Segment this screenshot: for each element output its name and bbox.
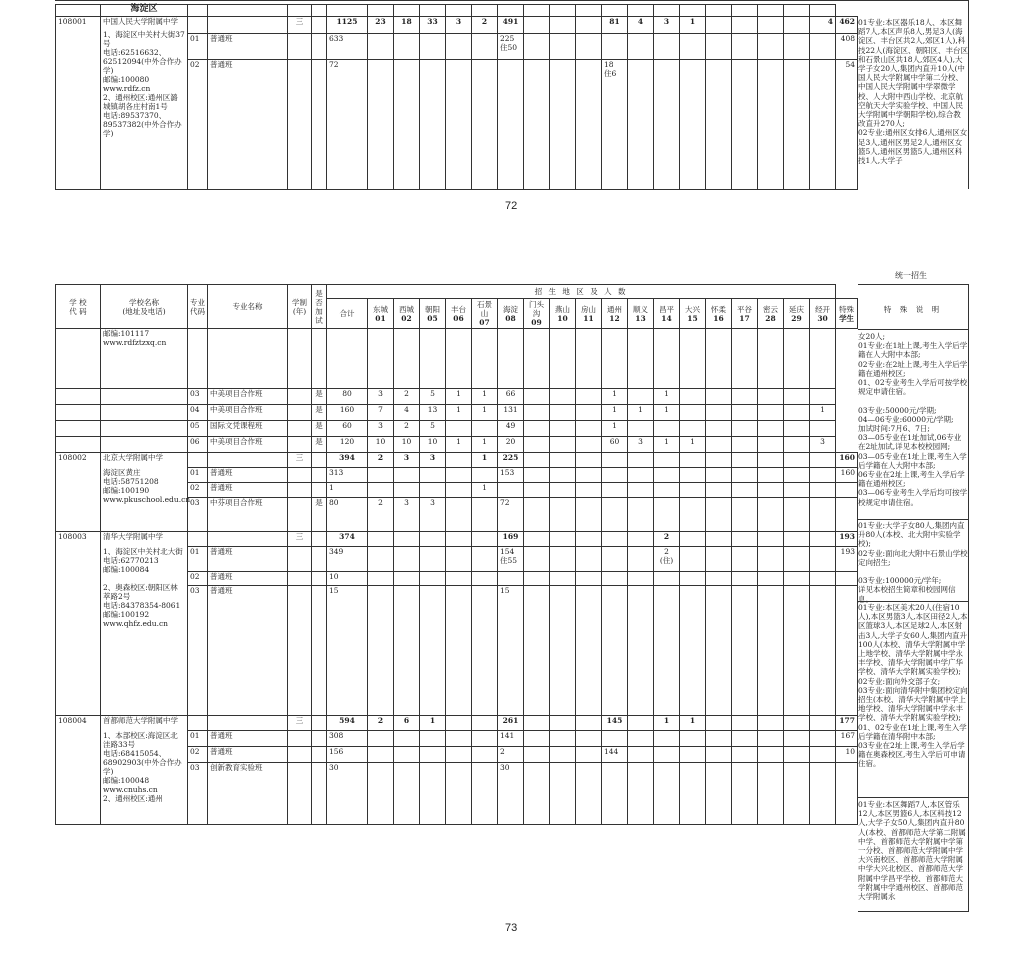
header-region [654, 299, 680, 329]
cell [810, 389, 836, 405]
cell [576, 405, 602, 421]
cell [101, 389, 188, 405]
top-label: 统一招生 [895, 271, 927, 280]
cell [288, 421, 312, 437]
cell: 1 [472, 483, 498, 498]
header-region-name: 丰台 [451, 304, 466, 314]
cell: 1 [810, 405, 836, 421]
cell: 3 [446, 17, 472, 34]
header-region-name: 西城 [399, 304, 414, 314]
header-region-name: 经开 [815, 304, 831, 314]
cell: 3 [810, 437, 836, 453]
cell: 1 [472, 389, 498, 405]
cell: 6 [394, 716, 420, 731]
cell: 2 [394, 421, 420, 437]
school-name: 清华大学附属中学 [103, 532, 163, 541]
header-region-name: 怀柔 [711, 304, 726, 314]
cell: 1 [654, 437, 680, 453]
cell: 1 [602, 421, 628, 437]
header-region-name: 石景山 [477, 300, 492, 318]
major-name: 创新教育实验班 [208, 763, 288, 825]
cell: 141 [498, 731, 524, 747]
cell [758, 389, 784, 405]
header-region [472, 299, 498, 329]
page1-table [55, 4, 858, 190]
header-region-name: 房山 [581, 304, 596, 314]
cell: 4 [628, 17, 654, 34]
table-row [56, 437, 858, 453]
cell: 261 [498, 716, 524, 731]
cell: 193 [836, 547, 858, 572]
cell: 1 [680, 437, 706, 453]
cell: 10 [368, 437, 394, 453]
cell: 30 [498, 763, 524, 825]
cell [288, 389, 312, 405]
school-address: 邮编:101117 www.rdfztzxq.cn [101, 329, 188, 389]
cell: 3 [394, 453, 420, 468]
cell: 是 [312, 437, 327, 453]
cell: 国际文凭课程班 [208, 421, 288, 437]
school-code: 108002 [56, 453, 101, 532]
school-code: 108001 [56, 17, 101, 190]
cell: 5 [420, 389, 446, 405]
page2-table [55, 284, 858, 825]
cell: 3 [420, 498, 446, 532]
cell [680, 389, 706, 405]
header-major-code: 专业代码 [188, 285, 208, 329]
header-region-code: 07 [479, 318, 490, 327]
school-name: 首都师范大学附属中学 [103, 716, 178, 725]
cell: 1 [680, 17, 706, 34]
cell [101, 405, 188, 421]
cell: 4 [394, 405, 420, 421]
cell: 2 [368, 453, 394, 468]
cell: 54 [836, 60, 858, 190]
cell: 408 [836, 34, 858, 60]
major-code: 03 [188, 763, 208, 825]
cell: 2 [654, 532, 680, 547]
header-region-name: 东城 [373, 304, 388, 314]
cell [758, 437, 784, 453]
cell [576, 437, 602, 453]
major-name: 普通班 [208, 572, 288, 586]
years: 三 [288, 17, 312, 34]
cell: 177 [836, 716, 858, 731]
cell [446, 421, 472, 437]
cell: 06 [188, 437, 208, 453]
cell: 是 [312, 421, 327, 437]
cell-total: 1 [327, 483, 368, 498]
cell [56, 421, 101, 437]
cell [784, 421, 810, 437]
school-info [101, 716, 188, 825]
cell: 20 [498, 437, 524, 453]
header-region-code: 06 [453, 313, 464, 323]
cell: 225 住50 [498, 34, 524, 60]
cell [576, 421, 602, 437]
cell [758, 405, 784, 421]
years: 三 [288, 716, 312, 731]
cell: 1 [654, 405, 680, 421]
cell: 49 [498, 421, 524, 437]
cell [56, 437, 101, 453]
major-name: 普通班 [208, 34, 288, 60]
cell-total: 308 [327, 731, 368, 747]
cell: 33 [420, 17, 446, 34]
school-info [101, 453, 191, 532]
header-region [758, 299, 784, 329]
header-region [550, 299, 576, 329]
cell: 1 [472, 437, 498, 453]
header-school-name: 学校名称 (地址及电话) [101, 285, 188, 329]
header-region [602, 299, 628, 329]
header-region [628, 299, 654, 329]
cell: 1 [446, 389, 472, 405]
header-region-code: 学生 [839, 313, 855, 323]
cell: 144 [602, 747, 628, 763]
cell: 04 [188, 405, 208, 421]
cell: 18 [394, 17, 420, 34]
cell: 3 [420, 453, 446, 468]
cell [680, 421, 706, 437]
cell [706, 437, 732, 453]
cell: 1 [472, 405, 498, 421]
major-code: 01 [188, 468, 208, 483]
header-major-name: 专业名称 [208, 285, 288, 329]
cell: 05 [188, 421, 208, 437]
note-108004: 01专业:本区舞蹈7人,本区管乐12人,本区男篮6人,本区科技12人,大学子女50人,集团内直升80人(本校、首都师范大学第二附属中学、首都师范大学附属中学第一分校、首都师范大学附属中学大兴南校区、首都师范大学附属中学大兴北校区、首都师范大学附属中学昌平学校、首都师范大学附属中学通州校区、首都师范大学附属永 [858, 800, 966, 902]
header-region-code: 16 [713, 313, 724, 323]
cell: 3 [368, 421, 394, 437]
cell: 3 [628, 437, 654, 453]
header-region [368, 299, 394, 329]
cell [706, 389, 732, 405]
cell [810, 421, 836, 437]
header-region-name: 特殊 [839, 304, 855, 314]
cell: 23 [368, 17, 394, 34]
cell: 1 [420, 716, 446, 731]
note-108003: 01专业:本区美术20人(住宿10人),本区男篮3人,本区田径2人,本区篮球3人,本区足球2人,本区射击3人,大学子女60人,集团内直升100人(本校、清华大学附属中学上地学校、清华大学附属中学永丰学校、清华大学附属中学广华学校、清华大学附属实验学校); 02专业:面向外交部子女; 03专业:面向清华附中集团校定向招生(本校、清华大学附属中学上地学校、清华大学附属中学永丰学校、清华大学附属实验学校); 01、02专业在1址上课,考生入学后学籍在清华附中本部; 03专业在2址上课,考生入学后学籍在奥森校区,考生入学后可申请住宿。 [858, 603, 968, 769]
cell-total: 633 [327, 34, 368, 60]
major-code: 01 [188, 547, 208, 572]
header-region-title: 招 生 地 区 及 人 数 [327, 285, 836, 299]
header-region-name: 通州 [607, 304, 622, 314]
years: 三 [288, 532, 312, 547]
cell: 1 [446, 437, 472, 453]
header-region-code: 10 [557, 313, 568, 323]
cell: 是 [312, 405, 327, 421]
major-name: 中芬项目合作班 [208, 498, 288, 532]
header-region-name: 昌平 [659, 304, 674, 314]
header-region [524, 299, 550, 329]
header-region-code: 09 [531, 318, 542, 327]
cell-total: 313 [327, 468, 368, 483]
cell [524, 437, 550, 453]
header-region [706, 299, 732, 329]
cell: 1 [654, 389, 680, 405]
school-code: 108004 [56, 716, 101, 825]
cell [784, 405, 810, 421]
cell: 153 [498, 468, 524, 483]
cell: 3 [654, 17, 680, 34]
cell: 160 [836, 468, 858, 483]
header-region-name: 大兴 [685, 304, 700, 314]
cell: 2 [394, 389, 420, 405]
extra-test: 是 [312, 498, 327, 532]
cell [101, 421, 188, 437]
major-name: 普通班 [208, 483, 288, 498]
header-region [498, 299, 524, 329]
major-code: 02 [188, 747, 208, 763]
cell [732, 405, 758, 421]
header-region [576, 299, 602, 329]
major-code: 02 [188, 60, 208, 190]
cell-total: 594 [327, 716, 368, 731]
header-years: 学制 (年) [288, 285, 312, 329]
cell: 15 [498, 586, 524, 716]
cell [628, 389, 654, 405]
cell [288, 405, 312, 421]
cell [56, 405, 101, 421]
cell: 是 [312, 389, 327, 405]
cell [732, 421, 758, 437]
header-region-code: 14 [661, 313, 672, 323]
header-region-code: 28 [765, 313, 776, 323]
cell: 18 住6 [602, 60, 628, 190]
cell-total: 72 [327, 60, 368, 190]
note-108001: 女20人; 01专业:在1址上课,考生入学后学籍在人大附中本部; 02专业:在2址上课,考生入学后学籍在通州校区; 01、02专业考生入学后可按学校规定申请住宿。 03专业:50000元/学期; 04—06专业:60000元/学期; 加试时间:7月6、7日; 03—05专业在1址加试,06专业在2址加试,详见本校校园网; 03—05专业在1址上课,考生入学后学籍在人大附中本部; 06专业在2址上课,考生入学后学籍在通州校区; 03—06专业考生入学后均可按学校规定申请住宿。 [858, 332, 968, 507]
cell: 72 [498, 498, 524, 532]
cell [524, 405, 550, 421]
cell: 160 [327, 405, 368, 421]
cell [706, 421, 732, 437]
major-name: 普通班 [208, 586, 288, 716]
header-region [680, 299, 706, 329]
cell: 10 [394, 437, 420, 453]
cell: 中美项目合作班 [208, 405, 288, 421]
school-info [101, 17, 188, 190]
cell: 169 [498, 532, 524, 547]
header-region-name: 顺义 [633, 304, 648, 314]
cell: 中美项目合作班 [208, 437, 288, 453]
header-region-name: 朝阳 [425, 304, 440, 314]
header-region [327, 299, 368, 329]
cell: 1 [654, 716, 680, 731]
cell [706, 405, 732, 421]
cell: 2 [472, 17, 498, 34]
cell [550, 405, 576, 421]
cell-total: 15 [327, 586, 368, 716]
school-address: 1、海淀区中关村大街37号 电话:62516632、62512094(中外合作办学) 邮编:100080 www.rdfz.cn 2、通州校区:通州区潞城镇胡各庄村南1号 电话:89537370、89537382(中外合作办学) [103, 30, 185, 138]
cell [654, 421, 680, 437]
cell: 1 [628, 405, 654, 421]
header-region-code: 13 [635, 313, 646, 323]
cell [524, 421, 550, 437]
cell: 中美项目合作班 [208, 389, 288, 405]
cell [628, 421, 654, 437]
cell: 60 [602, 437, 628, 453]
major-code: 03 [188, 498, 208, 532]
header-extra-test: 是否加试 [312, 285, 327, 329]
cell: 462 [836, 17, 858, 34]
cell: 1 [472, 453, 498, 468]
major-code: 01 [188, 34, 208, 60]
cell: 10 [836, 747, 858, 763]
table-row [56, 405, 858, 421]
cell-total: 156 [327, 747, 368, 763]
cell: 154 住55 [498, 547, 524, 572]
cell-total: 374 [327, 532, 368, 547]
header-region-code: 12 [609, 313, 620, 323]
cell: 7 [368, 405, 394, 421]
major-code: 02 [188, 572, 208, 586]
cell: 225 [498, 453, 524, 468]
cell-total: 80 [327, 498, 368, 532]
header-region [732, 299, 758, 329]
header-region-code: 08 [505, 313, 516, 323]
cell [472, 421, 498, 437]
cell: 2 [498, 747, 524, 763]
cell [758, 421, 784, 437]
cell [550, 421, 576, 437]
school-address: 1、海淀区中关村北大街 电话:62770213 邮编:100084 2、奥森校区:朝阳区林萃路2号 电话:84378354-8061 邮编:100192 www.qhfz.edu.cn [103, 547, 183, 628]
header-region [836, 299, 858, 329]
header-region-name: 合计 [339, 309, 355, 318]
header-school-code: 学 校 代 码 [56, 285, 101, 329]
page-number-73: 73 [505, 922, 518, 934]
header-region-name: 门头沟 [529, 300, 544, 318]
page-number-72: 72 [505, 200, 518, 212]
cell [56, 389, 101, 405]
cell: 2 [368, 716, 394, 731]
cell: 10 [420, 437, 446, 453]
cell [550, 389, 576, 405]
major-code: 03 [188, 586, 208, 716]
cell: 5 [420, 421, 446, 437]
cell [101, 437, 188, 453]
cell: 3 [394, 498, 420, 532]
district-label: 海淀区 [101, 5, 188, 17]
header-region-code: 30 [817, 313, 828, 323]
header-region [810, 299, 836, 329]
cell: 81 [602, 17, 628, 34]
cell [550, 437, 576, 453]
cell [524, 389, 550, 405]
header-region-code: 29 [791, 313, 802, 323]
cell: 193 [836, 532, 858, 547]
major-name: 普通班 [208, 60, 288, 190]
school-address: 1、本部校区:海淀区北洼路33号 电话:68415054、68902903(中外合作办学) 邮编:100048 www.cnuhs.cn 2、通州校区:通州 [103, 731, 182, 803]
cell: 2 [368, 498, 394, 532]
cell: 145 [602, 716, 628, 731]
cell: 160 [836, 453, 858, 468]
table-row [56, 421, 858, 437]
cell: 1 [602, 405, 628, 421]
school-info [101, 532, 188, 716]
table-row [56, 389, 858, 405]
header-special: 特 殊 说 明 [883, 305, 943, 315]
cell-total: 394 [327, 453, 368, 468]
header-region-code: 11 [583, 313, 594, 323]
cell: 491 [498, 17, 524, 34]
cell: 1 [680, 716, 706, 731]
school-name: 中国人民大学附属中学 [103, 17, 178, 26]
cell: 167 [836, 731, 858, 747]
header-region-name: 密云 [763, 304, 778, 314]
header-region-code: 02 [401, 313, 412, 323]
header-region-name: 延庆 [789, 304, 804, 314]
header-region [394, 299, 420, 329]
major-name: 普通班 [208, 731, 288, 747]
cell-total: 349 [327, 547, 368, 572]
page1-note: 01专业:本区器乐18人、本区舞蹈7人,本区声乐8人,男足3人(海淀区、丰台区共2人,郊区1人),科技22人(海淀区、朝阳区、丰台区和石景山区共18人,郊区4人),大学子女20人,集团内直升10人(中国人民大学附属中学第二分校、中国人民大学附属中学翠微学校、人大附中西山学校、北京航空航天大学实验学校、中国人民大学附属中学朝阳学校),综合教改直升270人; 02专业:通州区女排6人,通州区女足3人,通州区男足2人,通州区女篮5人,通州区男篮5人,通州区科技1人,大学子 [858, 18, 968, 166]
cell: 13 [420, 405, 446, 421]
cell [732, 437, 758, 453]
cell-total: 30 [327, 763, 368, 825]
school-code: 108003 [56, 532, 101, 716]
cell: 1 [602, 389, 628, 405]
cell: 80 [327, 389, 368, 405]
cell [576, 389, 602, 405]
header-region-code: 01 [375, 313, 386, 323]
header-region-code: 17 [739, 313, 750, 323]
cell [784, 389, 810, 405]
school-address: 海淀区黄庄 电话:58751208 邮编:100190 www.pkuschool.edu.cn [103, 468, 191, 504]
major-code: 02 [188, 483, 208, 498]
cell: 2 (住) [654, 547, 680, 572]
cell: 66 [498, 389, 524, 405]
years: 三 [288, 453, 312, 468]
cell: 3 [368, 389, 394, 405]
header-region-name: 平谷 [737, 304, 752, 314]
cell: 131 [498, 405, 524, 421]
note-108002: 01专业:大学子女80人,集团内直升80人(本校、北大附中实验学校); 02专业:面向北大附中石景山学校定向招生; 03专业:100000元/学年; 详见本校招生简章和校园网信息。 [858, 521, 968, 604]
major-code: 01 [188, 731, 208, 747]
cell-total: 1125 [327, 17, 368, 34]
school-name: 北京大学附属中学 [103, 453, 163, 462]
header-region-code: 05 [427, 313, 438, 323]
cell: 1 [446, 405, 472, 421]
cell: 60 [327, 421, 368, 437]
header-region-code: 15 [687, 313, 698, 323]
cell: 03 [188, 389, 208, 405]
header-region [784, 299, 810, 329]
cell: 120 [327, 437, 368, 453]
cell: 4 [810, 17, 836, 34]
header-region [446, 299, 472, 329]
cell [732, 389, 758, 405]
major-name: 普通班 [208, 468, 288, 483]
header-region-name: 燕山 [555, 304, 570, 314]
header-region [420, 299, 446, 329]
cell-total: 10 [327, 572, 368, 586]
cell [784, 437, 810, 453]
cell [680, 405, 706, 421]
cell [288, 437, 312, 453]
major-name: 普通班 [208, 747, 288, 763]
header-region-name: 海淀 [503, 304, 518, 314]
major-name: 普通班 [208, 547, 288, 572]
